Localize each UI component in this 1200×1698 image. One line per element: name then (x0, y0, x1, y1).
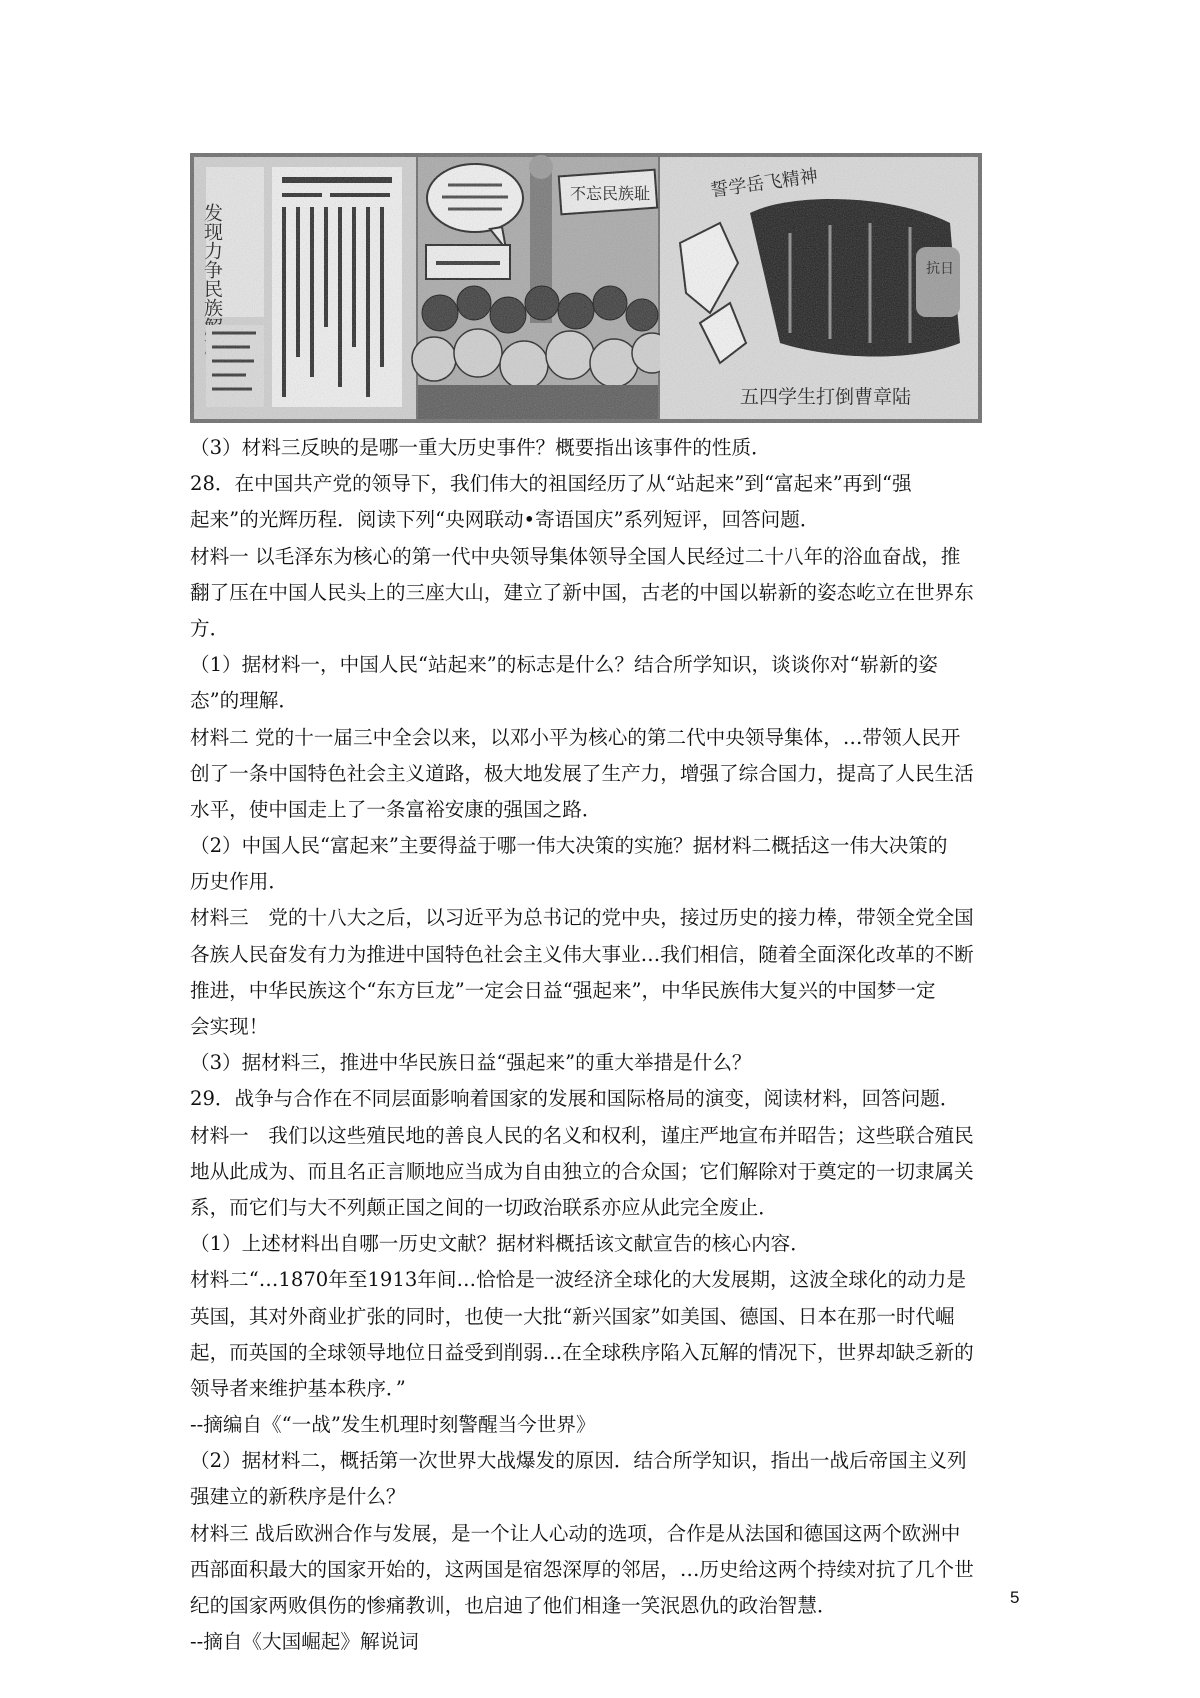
text-line: 材料三 战后欧洲合作与发展，是一个让人心动的选项，合作是从法国和德国这两个欧洲中 (190, 1521, 961, 1545)
text-line: 方． (190, 616, 230, 640)
text-line: （2）据材料二，概括第一次世界大战爆发的原因．结合所学知识，指出一战后帝国主义列 (190, 1449, 967, 1473)
text-line: 水平，使中国走上了一条富裕安康的强国之路． (190, 797, 602, 821)
text-line: 材料一 我们以这些殖民地的善良人民的名义和权利，谨庄严地宣布并昭告；这些联合殖民 (190, 1123, 974, 1147)
document-body (190, 430, 1030, 1660)
text-line: （1）据材料一，中国人民“站起来”的标志是什么？结合所学知识，谈谈你对“崭新的姿 (190, 653, 938, 677)
text-line: 材料二 党的十一届三中全会以来，以邓小平为核心的第二代中央领导集体，…带领人民开 (190, 725, 961, 749)
text-line: 材料二“…1870年至1913年间…恰恰是一波经济全球化的大发展期，这波全球化的动力是 (190, 1268, 966, 1292)
text-line: 起来”的光辉历程．阅读下列“央网联动•寄语国庆”系列短评，回答问题． (190, 508, 820, 532)
text-line: （3）据材料三，推进中华民族日益“强起来”的重大举措是什么？ (190, 1051, 752, 1075)
text-line: --摘自《大国崛起》解说词 (190, 1630, 419, 1654)
text-line: 29．战争与合作在不同层面影响着国家的发展和国际格局的演变，阅读材料，回答问题． (190, 1087, 960, 1111)
text-line: 创了一条中国特色社会主义道路，极大地发展了生产力，增强了综合国力，提高了人民生活 (190, 761, 974, 785)
text-line: 纪的国家两败俱伤的惨痛教训，也启迪了他们相逢一笑泯恩仇的政治智慧． (190, 1594, 837, 1617)
text-line: 态”的理解． (190, 689, 298, 713)
text-line: 地从此成为、而且名正言顺地应当成为自由独立的合众国；它们解除对于奠定的一切隶属关 (190, 1159, 974, 1183)
text-line: 起，而英国的全球领导地位日益受到削弱…在全球秩序陷入瓦解的情况下，世界却缺乏新的 (190, 1340, 974, 1364)
text-line: （2）中国人民“富起来”主要得益于哪一伟大决策的实施？据材料二概括这一伟大决策的 (190, 834, 948, 858)
text-line: 领导者来维护基本秩序．” (190, 1376, 406, 1400)
text-line: 材料一 以毛泽东为核心的第一代中央领导集体领导全国人民经过二十八年的浴血奋战，推 (190, 544, 961, 568)
text-line: 各族人民奋发有力为推进中国特色社会主义伟大事业…我们相信，随着全面深化改革的不断 (190, 942, 974, 966)
text-line: 英国，其对外商业扩张的同时，也使一大批“新兴国家”如美国、德国、日本在那一时代崛 (190, 1304, 955, 1328)
text-line: 历史作用． (190, 870, 288, 894)
text-line: 材料三 党的十八大之后，以习近平为总书记的党中央，接过历史的接力棒，带领全党全国 (190, 906, 974, 930)
text-line: --摘编自《“一战”发生机理时刻警醒当今世界》 (190, 1413, 596, 1437)
text-line: 西部面积最大的国家开始的，这两国是宿怨深厚的邻居，…历史给这两个持续对抗了几个世 (190, 1557, 974, 1581)
text-line: （1）上述材料出自哪一历史文献？据材料概括该文献宣告的核心内容． (190, 1232, 810, 1256)
text-line: （3）材料三反映的是哪一重大历史事件？概要指出该事件的性质． (190, 436, 771, 459)
text-line: 推进，中华民族这个“东方巨龙”一定会日益“强起来”，中华民族伟大复兴的中国梦一定 (190, 978, 936, 1002)
text-line: 会实现！ (190, 1015, 269, 1038)
text-line: 系，而它们与大不列颠正国之间的一切政治联系亦应从此完全废止． (190, 1195, 778, 1219)
text-line: 28．在中国共产党的领导下，我们伟大的祖国经历了从“站起来”到“富起来”再到“强 (190, 472, 912, 496)
text-line: 翻了压在中国人民头上的三座大山，建立了新中国，古老的中国以崭新的姿态屹立在世界东 (190, 580, 974, 604)
page-number: 5 (1010, 1588, 1020, 1607)
historical-poster-collage (190, 153, 982, 423)
text-line: 强建立的新秩序是什么？ (190, 1485, 406, 1509)
